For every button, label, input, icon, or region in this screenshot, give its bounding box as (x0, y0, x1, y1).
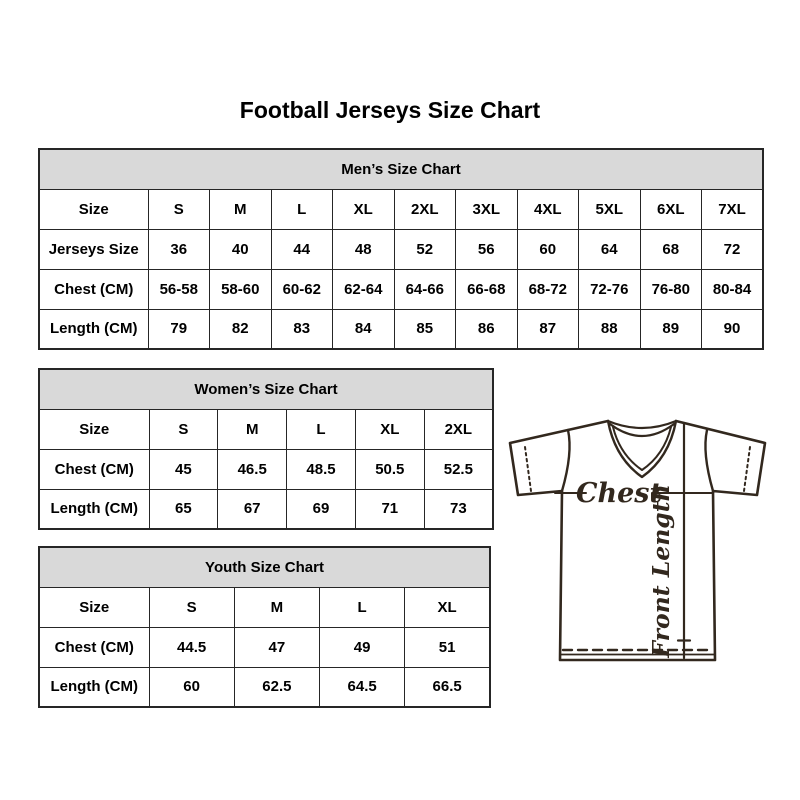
womens-size-table (38, 368, 494, 530)
table-cell: 5XL (579, 189, 641, 229)
left-sleeve-seam (562, 430, 570, 491)
right-sleeve-seam (705, 430, 713, 491)
table-cell: S (148, 189, 210, 229)
table-title-row (39, 149, 763, 189)
table-cell: 51 (405, 627, 490, 667)
table-title-row (39, 369, 493, 409)
table-cell: S (149, 409, 218, 449)
table-cell: M (218, 409, 287, 449)
table-cell: 85 (394, 309, 456, 349)
table-cell: 67 (218, 489, 287, 529)
table-cell: 79 (148, 309, 210, 349)
right-cuff-dotted-line (744, 447, 750, 491)
table-cell: 87 (517, 309, 579, 349)
table-cell: L (287, 409, 356, 449)
table-cell: 89 (640, 309, 702, 349)
table-cell: 62.5 (234, 667, 319, 707)
table-cell: XL (405, 587, 490, 627)
table-cell: 64-66 (394, 269, 456, 309)
table-cell: 56-58 (148, 269, 210, 309)
table-cell: 72 (702, 229, 764, 269)
row-label: Jerseys Size (39, 229, 148, 269)
table-row (39, 189, 763, 229)
table-cell: 64.5 (320, 667, 405, 707)
table-cell: 47 (234, 627, 319, 667)
table-cell: 45 (149, 449, 218, 489)
table-cell: 66-68 (456, 269, 518, 309)
table-cell: M (234, 587, 319, 627)
table-row (39, 269, 763, 309)
table-row (39, 667, 490, 707)
table-cell: 48 (333, 229, 395, 269)
jersey-outline-shape (510, 421, 765, 660)
table-cell: 58-60 (210, 269, 272, 309)
table-cell: 56 (456, 229, 518, 269)
table-cell: 52 (394, 229, 456, 269)
youth-size-table-title: Youth Size Chart (39, 547, 490, 587)
table-cell: 2XL (394, 189, 456, 229)
table-row (39, 409, 493, 449)
table-cell: S (149, 587, 234, 627)
table-cell: 4XL (517, 189, 579, 229)
collar-top-arc (608, 421, 676, 428)
page-title: Football Jerseys Size Chart (239, 97, 541, 123)
table-cell: 46.5 (218, 449, 287, 489)
table-row (39, 627, 490, 667)
table-row (39, 489, 493, 529)
table-cell: XL (333, 189, 395, 229)
table-cell: 86 (456, 309, 518, 349)
table-cell: 69 (287, 489, 356, 529)
womens-size-table-title: Women’s Size Chart (39, 369, 493, 409)
table-cell: 44.5 (149, 627, 234, 667)
row-label: Size (39, 587, 149, 627)
table-cell: 76-80 (640, 269, 702, 309)
table-cell: L (271, 189, 333, 229)
row-label: Chest (CM) (39, 449, 149, 489)
row-label: Length (CM) (39, 309, 148, 349)
row-label: Length (CM) (39, 667, 149, 707)
row-label: Chest (CM) (39, 269, 148, 309)
row-label: Length (CM) (39, 489, 149, 529)
chest-label: Chest (576, 478, 662, 509)
table-cell: M (210, 189, 272, 229)
row-label: Size (39, 409, 149, 449)
table-cell: 80-84 (702, 269, 764, 309)
row-label: Size (39, 189, 148, 229)
table-cell: 88 (579, 309, 641, 349)
table-cell: 66.5 (405, 667, 490, 707)
table-cell: 90 (702, 309, 764, 349)
left-cuff-dotted-line (525, 447, 531, 491)
table-cell: 7XL (702, 189, 764, 229)
table-cell: 68 (640, 229, 702, 269)
table-cell: 2XL (424, 409, 493, 449)
table-row (39, 587, 490, 627)
table-cell: 83 (271, 309, 333, 349)
mens-size-table (38, 148, 764, 350)
table-row (39, 309, 763, 349)
front-length-measure-line (678, 423, 690, 658)
table-cell: 73 (424, 489, 493, 529)
table-cell: 48.5 (287, 449, 356, 489)
table-cell: 65 (149, 489, 218, 529)
table-cell: 82 (210, 309, 272, 349)
table-cell: 72-76 (579, 269, 641, 309)
table-cell: 60 (517, 229, 579, 269)
table-row (39, 229, 763, 269)
table-cell: 3XL (456, 189, 518, 229)
table-cell: 71 (355, 489, 424, 529)
table-cell: 84 (333, 309, 395, 349)
table-cell: 40 (210, 229, 272, 269)
table-cell: L (320, 587, 405, 627)
table-cell: 64 (579, 229, 641, 269)
table-row (39, 449, 493, 489)
table-cell: 60 (149, 667, 234, 707)
table-title-row (39, 547, 490, 587)
table-cell: 6XL (640, 189, 702, 229)
table-cell: XL (355, 409, 424, 449)
front-length-label: Front Length (647, 484, 675, 658)
table-cell: 44 (271, 229, 333, 269)
vneck-inner-line (613, 427, 671, 470)
table-cell: 62-64 (333, 269, 395, 309)
youth-size-table (38, 546, 491, 708)
table-cell: 36 (148, 229, 210, 269)
row-label: Chest (CM) (39, 627, 149, 667)
table-cell: 52.5 (424, 449, 493, 489)
jersey-measurement-diagram (505, 413, 770, 665)
table-cell: 49 (320, 627, 405, 667)
table-cell: 50.5 (355, 449, 424, 489)
table-cell: 60-62 (271, 269, 333, 309)
mens-size-table-title: Men’s Size Chart (39, 149, 763, 189)
table-cell: 68-72 (517, 269, 579, 309)
